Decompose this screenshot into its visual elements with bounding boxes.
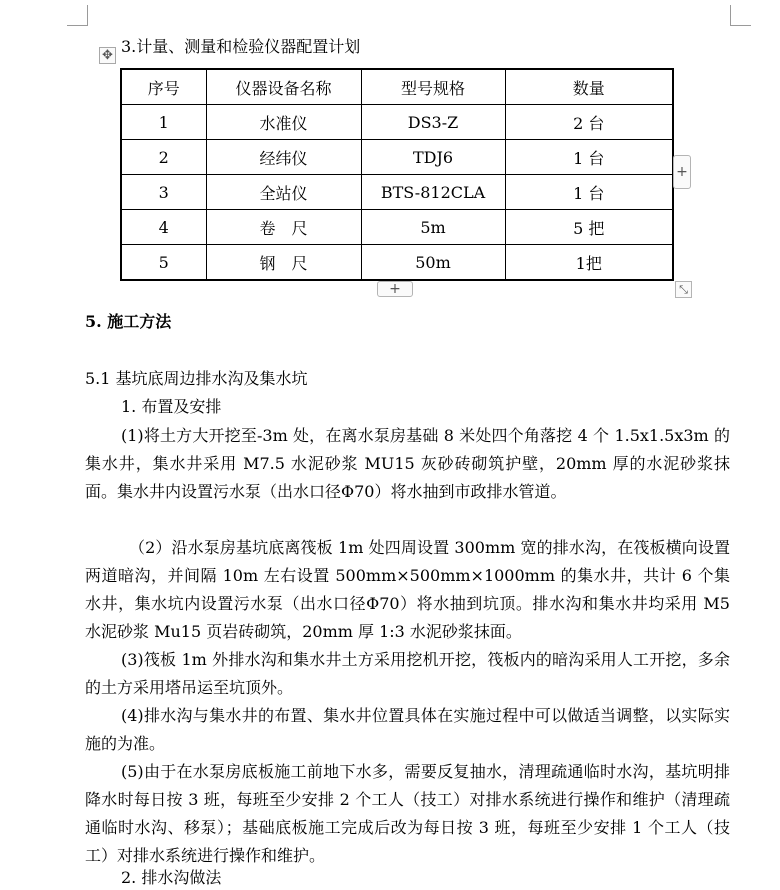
table-cell[interactable]: DS3-Z (361, 105, 505, 140)
table-cell[interactable]: BTS-812CLA (361, 175, 505, 210)
table-cell[interactable]: 3 (121, 175, 206, 210)
paragraph: （2）沿水泵房基坑底离筏板 1m 处四周设置 300mm 宽的排水沟，在筏板横向设置两道暗沟，并间隔 10m 左右设置 500mm×500mm×1000mm 的集水井，共计 6 个集水井，集水坑内设置污水泵（出水口径Φ70）将水抽到坑顶。排水沟和集水井均采用 M5 水泥砂浆 Mu15 页岩砖砌筑，20mm 厚 1:3 水泥砂浆抹面。 (85, 538, 730, 641)
paragraph: (4)排水沟与集水井的布置、集水井位置具体在实施过程中可以做适当调整，以实际实施的为准。 (85, 706, 730, 753)
section-heading: 5. 施工方法 (85, 312, 172, 331)
table-header-row (121, 69, 673, 105)
table-resize-handle-icon[interactable]: ⤡ (675, 281, 692, 298)
page-corner-mark-left (67, 5, 88, 26)
header-cell[interactable]: 序号 (121, 69, 206, 105)
page-corner-mark-right (730, 5, 751, 26)
table-cell[interactable]: 5 把 (505, 210, 673, 245)
table-cell[interactable]: 全站仪 (206, 175, 361, 210)
paragraph: (1)将土方大开挖至-3m 处，在离水泵房基础 8 米处四个角落挖 4 个 1.5x1.5x3m 的集水井，集水井采用 M7.5 水泥砂浆 MU15 灰砂砖砌筑护壁，20mm 厚的水泥砂浆抹面。集水井内设置污水泵（出水口径Φ70）将水抽到市政排水管道。 (85, 426, 730, 501)
table-cell[interactable]: 1把 (505, 245, 673, 281)
add-row-button[interactable]: + (377, 281, 413, 297)
table-cell[interactable]: 2 台 (505, 105, 673, 140)
table-row (121, 210, 673, 245)
table-row (121, 175, 673, 210)
item-heading: 1. 布置及安排 (121, 397, 222, 416)
table-cell[interactable]: 5m (361, 210, 505, 245)
table-cell[interactable]: 5 (121, 245, 206, 281)
table-cell[interactable]: 卷 尺 (206, 210, 361, 245)
table-cell[interactable]: 1 台 (505, 175, 673, 210)
table-move-handle-icon[interactable]: ✥ (99, 47, 116, 64)
table-cell[interactable]: 1 台 (505, 140, 673, 175)
table-cell[interactable]: 2 (121, 140, 206, 175)
table-cell[interactable]: 水准仪 (206, 105, 361, 140)
table-cell[interactable]: TDJ6 (361, 140, 505, 175)
table-row (121, 105, 673, 140)
header-cell[interactable]: 仪器设备名称 (206, 69, 361, 105)
table-cell[interactable]: 4 (121, 210, 206, 245)
subsection-heading: 5.1 基坑底周边排水沟及集水坑 (85, 369, 308, 388)
table-row (121, 140, 673, 175)
table-cell[interactable]: 钢 尺 (206, 245, 361, 281)
table-cell[interactable]: 50m (361, 245, 505, 281)
paragraph: (3)筏板 1m 外排水沟和集水井土方采用挖机开挖，筏板内的暗沟采用人工开挖，多余的土方采用塔吊运至坑顶外。 (85, 650, 730, 697)
header-cell[interactable]: 数量 (505, 69, 673, 105)
instrument-table (120, 68, 674, 281)
header-cell[interactable]: 型号规格 (361, 69, 505, 105)
table-cell[interactable]: 经纬仪 (206, 140, 361, 175)
table-cell[interactable]: 1 (121, 105, 206, 140)
add-column-button[interactable]: + (673, 155, 691, 189)
table-caption: 3.计量、测量和检验仪器配置计划 (121, 37, 361, 56)
table-row (121, 245, 673, 281)
item-heading: 2. 排水沟做法 (121, 868, 222, 887)
paragraph: (5)由于在水泵房底板施工前地下水多，需要反复抽水，清理疏通临时水沟，基坑明排降水时每日按 3 班，每班至少安排 2 个工人（技工）对排水系统进行操作和维护（清理疏通临时水沟、移泵）；基础底板施工完成后改为每日按 3 班，每班至少安排 1 个工人（技工）对排水系统进行操作和维护。 (85, 762, 730, 865)
